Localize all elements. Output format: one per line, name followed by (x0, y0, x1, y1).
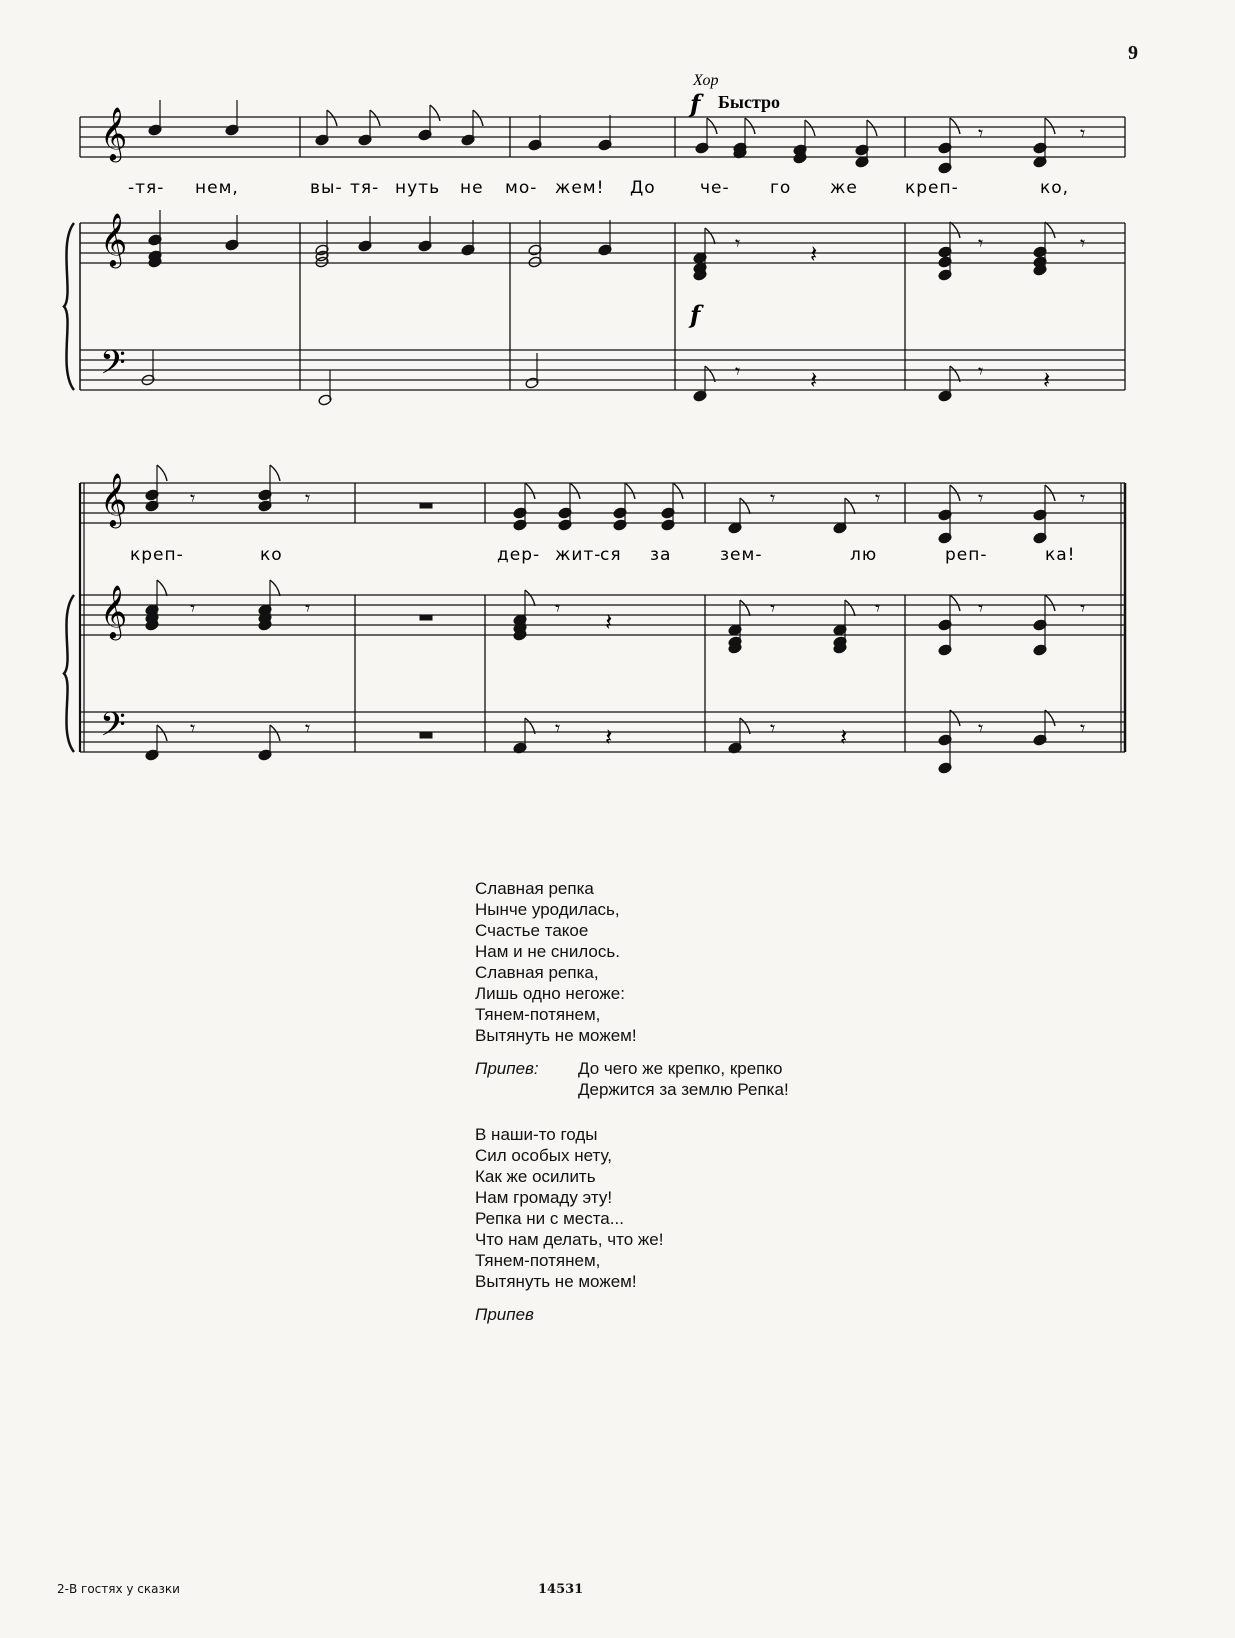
lyric-syllable: го (770, 178, 792, 198)
lyric-syllable: жит- (555, 545, 602, 565)
verse-line: Лишь одно негоже: (475, 984, 625, 1003)
eighth-rest-icon: 𝄾 (978, 596, 984, 620)
eighth-rest-icon: 𝄾 (978, 716, 984, 740)
whole-rest (420, 503, 432, 508)
flag (845, 498, 855, 514)
lyric-syllable: мо- (505, 178, 538, 198)
flag (473, 110, 483, 126)
verse-line: Репка ни с места... (475, 1209, 624, 1228)
flag (625, 483, 635, 499)
lyric-syllable: ка! (1045, 545, 1076, 565)
eighth-rest-icon: 𝄾 (875, 596, 881, 620)
flag (1045, 118, 1055, 134)
lyric-syllable: -тя- (128, 178, 165, 198)
verse-line: Тянем-потянем, (475, 1005, 601, 1024)
lyric-syllable: ко (260, 545, 283, 565)
verse-line: Славная репка, (475, 963, 599, 982)
eighth-rest-icon: 𝄾 (770, 486, 776, 510)
verse-line: Нам и не снилось. (475, 942, 620, 961)
eighth-rest-icon: 𝄾 (190, 716, 196, 740)
eighth-rest-icon: 𝄾 (1080, 596, 1086, 620)
eighth-rest-icon: 𝄾 (1080, 121, 1086, 145)
flag (270, 580, 280, 596)
eighth-rest-icon: 𝄾 (190, 486, 196, 510)
piano-dynamic-forte: f (690, 300, 701, 329)
bass-clef-icon: 𝄢 (100, 344, 126, 390)
quarter-rest-icon: 𝄽 (1043, 366, 1051, 394)
eighth-rest-icon: 𝄾 (305, 596, 311, 620)
quarter-rest-icon: 𝄽 (605, 723, 613, 751)
footer-book-title: 2-В гостях у сказки (57, 1582, 180, 1596)
footer-plate-number: 14531 (538, 1582, 584, 1597)
verse-line: В наши-то годы (475, 1125, 598, 1144)
lyric-syllable: тя- (350, 178, 380, 198)
eighth-rest-icon: 𝄾 (190, 596, 196, 620)
lyric-syllable: До (630, 178, 656, 198)
eighth-rest-icon: 𝄾 (1080, 486, 1086, 510)
refrain-line: До чего же крепко, крепко (578, 1059, 783, 1078)
lyric-syllable: креп- (905, 178, 959, 198)
eighth-rest-icon: 𝄾 (770, 716, 776, 740)
quarter-rest-icon: 𝄽 (810, 366, 818, 394)
flag (950, 118, 960, 134)
flag (845, 600, 855, 616)
flag (270, 725, 280, 741)
flag (740, 600, 750, 616)
eighth-rest-icon: 𝄾 (735, 231, 741, 255)
lyric-syllable: реп- (945, 545, 988, 565)
eighth-rest-icon: 𝄾 (1080, 231, 1086, 255)
flag (370, 110, 380, 126)
verse-2 (475, 1124, 789, 1292)
eighth-rest-icon: 𝄾 (770, 596, 776, 620)
flag (950, 595, 960, 611)
whole-rest (420, 615, 432, 620)
flag (525, 590, 535, 606)
lyric-syllable: нем, (195, 178, 239, 198)
eighth-rest-icon: 𝄾 (978, 231, 984, 255)
flag (950, 222, 960, 238)
lyric-syllable: нуть (395, 178, 441, 198)
refrain-label: Припев: (475, 1059, 539, 1078)
flag (157, 725, 167, 741)
eighth-rest-icon: 𝄾 (978, 486, 984, 510)
flag (430, 105, 440, 121)
quarter-rest-icon: 𝄽 (840, 723, 848, 751)
flag (745, 118, 755, 134)
refrain (475, 1058, 789, 1100)
tempo-marking: Быстро (718, 92, 781, 112)
treble-clef-icon: 𝄞 (100, 106, 128, 160)
verse-line: Тянем-потянем, (475, 1251, 601, 1270)
eighth-rest-icon: 𝄾 (305, 716, 311, 740)
eighth-rest-icon: 𝄾 (305, 486, 311, 510)
bass-clef-icon: 𝄢 (100, 706, 126, 752)
eighth-rest-icon: 𝄾 (555, 596, 561, 620)
page-number: 9 (1128, 42, 1138, 64)
verse-line: Сил особых нету, (475, 1146, 612, 1165)
flag (270, 465, 280, 481)
flag (707, 118, 717, 134)
flag (327, 110, 337, 126)
lyric-syllable: вы- (310, 178, 343, 198)
treble-clef-icon: 𝄞 (100, 212, 128, 266)
flag (525, 483, 535, 499)
lyric-syllable: жем! (555, 178, 605, 198)
lyric-syllable: дер- (497, 545, 541, 565)
flag (740, 498, 750, 514)
verse-line: Счастье такое (475, 921, 589, 940)
quarter-rest-icon: 𝄽 (810, 240, 818, 268)
lyric-syllable: креп- (130, 545, 184, 565)
flag (1045, 595, 1055, 611)
dynamic-forte: f (690, 89, 701, 118)
eighth-rest-icon: 𝄾 (735, 359, 741, 383)
lyric-syllable: лю (850, 545, 878, 565)
eighth-rest-icon: 𝄾 (1080, 716, 1086, 740)
verse-line: Славная репка (475, 879, 594, 898)
eighth-rest-icon: 𝄾 (978, 359, 984, 383)
eighth-rest-icon: 𝄾 (875, 486, 881, 510)
piano-brace (64, 223, 74, 390)
verse-line: Нынче уродилась, (475, 900, 620, 919)
lyric-syllable: че- (700, 178, 730, 198)
flag (570, 483, 580, 499)
flag (157, 580, 167, 596)
flag (705, 228, 715, 244)
lyric-syllable: ко, (1040, 178, 1070, 198)
flag (157, 465, 167, 481)
lyric-syllable: не (460, 178, 484, 198)
refrain-line: Держится за землю Репка! (578, 1080, 789, 1099)
choir-label: Хор (693, 72, 719, 89)
piano-brace (64, 595, 74, 752)
lyric-syllable: ся (600, 545, 622, 565)
verse-line: Вытянуть не можем! (475, 1272, 637, 1291)
refrain-reference: Припев (475, 1305, 534, 1324)
whole-rest (420, 733, 432, 738)
verse-line: Вытянуть не можем! (475, 1026, 637, 1045)
eighth-rest-icon: 𝄾 (555, 716, 561, 740)
treble-clef-icon: 𝄞 (100, 584, 128, 638)
eighth-rest-icon: 𝄾 (978, 121, 984, 145)
flag (1045, 222, 1055, 238)
flag (867, 120, 877, 136)
lyric-syllable: же (830, 178, 858, 198)
verse-line: Нам громаду эту! (475, 1188, 613, 1207)
sheet-music-score (0, 0, 1235, 800)
quarter-rest-icon: 𝄽 (605, 608, 613, 636)
verse-line: Что нам делать, что же! (475, 1230, 664, 1249)
verse-line: Как же осилить (475, 1167, 596, 1186)
flag (673, 483, 683, 499)
treble-clef-icon: 𝄞 (100, 472, 128, 526)
flag (805, 120, 815, 136)
lyric-syllable: за (650, 545, 672, 565)
song-lyrics (475, 878, 789, 1325)
lyric-syllable: зем- (720, 545, 763, 565)
verse-1 (475, 878, 789, 1046)
